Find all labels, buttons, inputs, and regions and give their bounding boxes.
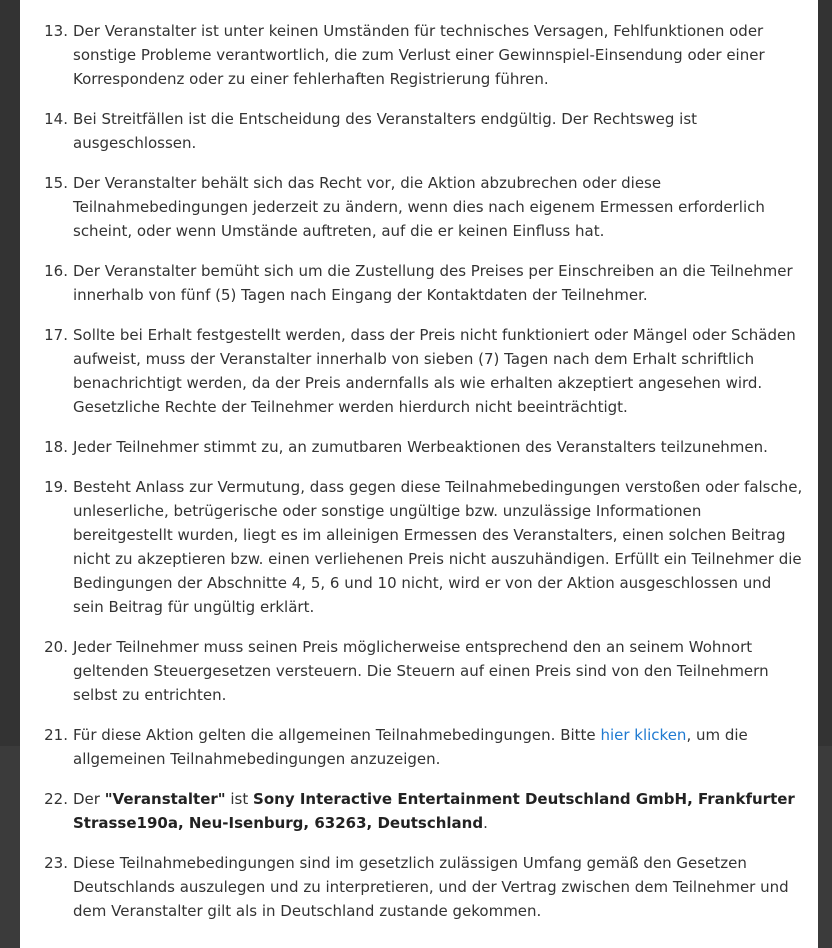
terms-item-13: [20, 19, 818, 91]
item-number: 22.: [44, 790, 68, 808]
general-terms-link[interactable]: hier klicken: [600, 726, 687, 744]
item-text: Diese Teilnahmebedingungen sind im gesetzlich zulässigen Umfang gemäß den Gesetzen Deutschlands auszulegen und zu interpretieren, und der Vertrag zwischen dem Teilnehmer und dem Veranstalter gilt als in Deutschland zustande gekommen.: [73, 854, 789, 920]
item-text-suffix: .: [483, 814, 488, 832]
item-number: 15.: [44, 174, 68, 192]
item-text: Bei Streitfällen ist die Entscheidung des Veranstalters endgültig. Der Rechtsweg ist ausgeschlossen.: [73, 110, 698, 152]
terms-item-20: [20, 635, 818, 707]
item-text: Der Veranstalter ist unter keinen Umständen für technisches Versagen, Fehlfunktionen oder sonstige Probleme verantwortlich, die zum Verlust einer Gewinnspiel-Einsendung oder einer Korrespondenz oder zu einer fehlerhaften Registrierung führen.: [73, 22, 765, 88]
item-number: 20.: [44, 638, 68, 656]
terms-item-22: [20, 787, 818, 835]
item-text: Der Veranstalter bemüht sich um die Zustellung des Preises per Einschreiben an die Teilnehmer innerhalb von fünf (5) Tagen nach Eingang der Kontaktdaten der Teilnehmer.: [73, 262, 793, 304]
item-text: Der Veranstalter behält sich das Recht vor, die Aktion abzubrechen oder diese Teilnahmebedingungen jederzeit zu ändern, wenn dies nach eigenem Ermessen erforderlich scheint, oder wenn Umstände auftreten, auf die er keinen Einfluss hat.: [73, 174, 765, 240]
item-number: 23.: [44, 854, 68, 872]
terms-item-18: [20, 435, 818, 459]
item-text-prefix: Der: [73, 790, 105, 808]
item-number: 18.: [44, 438, 68, 456]
item-number: 17.: [44, 326, 68, 344]
terms-content-panel: [20, 0, 818, 948]
terms-item-19: [20, 475, 818, 619]
item-number: 14.: [44, 110, 68, 128]
organizer-name-address: Sony Interactive Entertainment Deutschland GmbH, Frankfurter Strasse190a, Neu-Isenburg, 63263, Deutschland: [73, 790, 795, 832]
item-text: Sollte bei Erhalt festgestellt werden, dass der Preis nicht funktioniert oder Mängel oder Schäden aufweist, muss der Veranstalter innerhalb von sieben (7) Tagen nach dem Erhalt schriftlich benachrichtigt werden, da der Preis andernfalls als wie erhalten akzeptiert angesehen wird. Gesetzliche Rechte der Teilnehmer werden hierdurch nicht beeinträchtigt.: [73, 326, 796, 416]
organizer-term: "Veranstalter": [104, 790, 226, 808]
item-number: 16.: [44, 262, 68, 280]
terms-item-16: [20, 259, 818, 307]
terms-item-15: [20, 171, 818, 243]
item-text: Besteht Anlass zur Vermutung, dass gegen diese Teilnahmebedingungen verstoßen oder falsche, unleserliche, betrügerische oder sonstige ungültige bzw. unzulässige Informationen bereitgestellt wurden, liegt es im alleinigen Ermessen des Veranstalters, einen solchen Beitrag nicht zu akzeptieren bzw. einen verliehenen Preis nicht auszuhändigen. Erfüllt ein Teilnehmer die Bedingungen der Abschnitte 4, 5, 6 und 10 nicht, wird er von der Aktion ausgeschlossen und sein Beitrag für ungültig erklärt.: [73, 478, 803, 616]
terms-item-23: [20, 851, 818, 923]
item-text-middle: ist: [225, 790, 254, 808]
item-number: 21.: [44, 726, 68, 744]
item-text-before-link: Für diese Aktion gelten die allgemeinen Teilnahmebedingungen. Bitte: [73, 726, 601, 744]
terms-item-17: [20, 323, 818, 419]
item-text: Jeder Teilnehmer muss seinen Preis möglicherweise entsprechend den an seinem Wohnort geltenden Steuergesetzen versteuern. Die Steuern auf einen Preis sind von den Teilnehmern selbst zu entrichten.: [73, 638, 769, 704]
item-number: 13.: [44, 22, 68, 40]
terms-item-14: [20, 107, 818, 155]
item-text: Jeder Teilnehmer stimmt zu, an zumutbaren Werbeaktionen des Veranstalters teilzunehmen.: [73, 438, 768, 456]
item-number: 19.: [44, 478, 68, 496]
terms-item-21: [20, 723, 818, 771]
terms-list: [20, 0, 818, 923]
item-text-after-link: , um die allgemeinen Teilnahmebedingungen anzuzeigen.: [73, 726, 748, 768]
